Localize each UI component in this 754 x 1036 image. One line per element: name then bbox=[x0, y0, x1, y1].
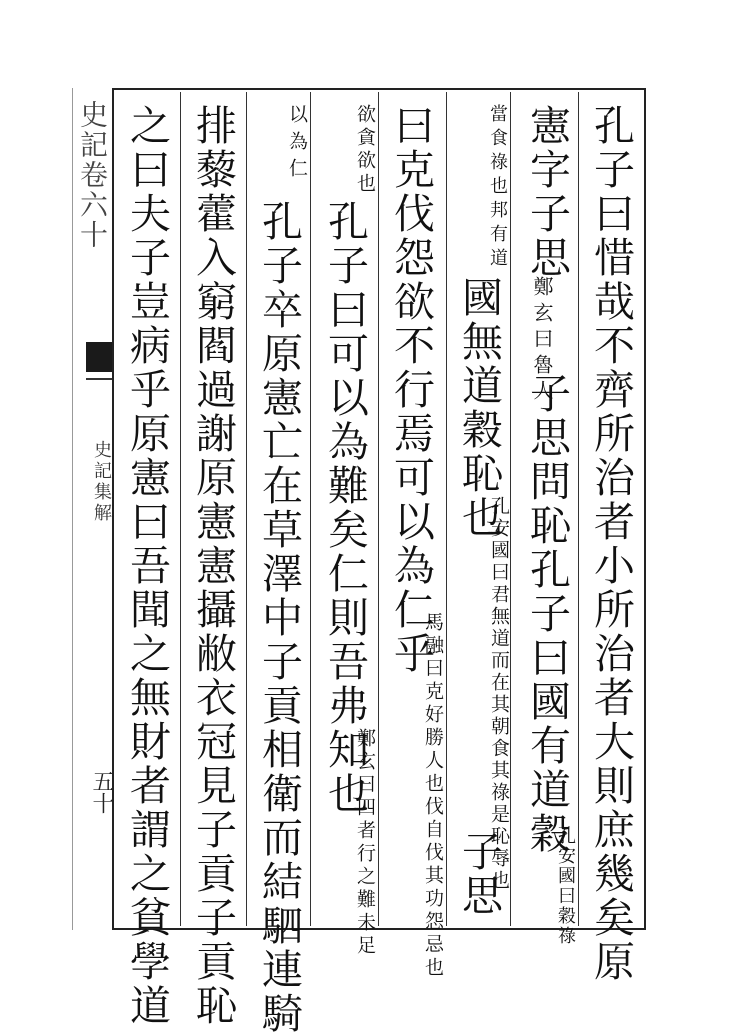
book-label: 史記集解 bbox=[91, 440, 112, 524]
text-column-5a: 孔子曰可以為難矣仁則吾弗知也 bbox=[321, 200, 369, 816]
column-rule bbox=[378, 92, 379, 926]
text-column-3b: 子思 bbox=[455, 830, 503, 918]
fishtail-mark bbox=[86, 342, 112, 372]
annotation-column-2a: 鄭玄曰魯人 bbox=[530, 276, 554, 406]
text-column-2b: 子思問恥孔子曰國有道穀 bbox=[523, 372, 571, 856]
text-column-1: 孔子曰惜哉不齊所治者小所治者大則庶幾矣原 bbox=[587, 104, 635, 984]
annotation-column-3a: 當食祿也邦有道 bbox=[487, 104, 508, 272]
fishtail-divider bbox=[86, 378, 112, 380]
annotation-column-2b: 孔安國曰穀祿 bbox=[555, 826, 576, 946]
annotation-column-6a: 以為仁 bbox=[286, 104, 308, 185]
text-column-4a: 曰克伐怨欲不行焉可以為仁乎 bbox=[387, 104, 435, 676]
annotation-column-4a: 馬融曰克好勝人也伐自伐其功怨忌也 bbox=[422, 612, 444, 980]
margin-title: 史記卷六十 bbox=[76, 100, 109, 250]
column-rule bbox=[310, 92, 311, 926]
column-rule bbox=[578, 92, 579, 926]
column-rule bbox=[180, 92, 181, 926]
annotation-column-5b: 鄭玄曰四者行之難未足 bbox=[354, 728, 376, 958]
text-column-7: 排藜藿入窮閻過謝原憲憲攝敝衣冠見子貢子貢恥 bbox=[189, 104, 237, 1028]
annotation-column-5a: 欲貪欲也 bbox=[354, 104, 376, 196]
text-column-8: 之曰夫子豈病乎原憲曰吾聞之無財者謂之貧學道 bbox=[123, 104, 171, 1028]
annotation-column-3b: 孔安國曰君無道而在其朝食其祿是恥辱也 bbox=[488, 496, 510, 892]
text-column-2a: 憲字子思 bbox=[523, 104, 571, 280]
column-rule bbox=[510, 92, 511, 926]
text-column-6a: 孔子卒原憲亡在草澤中子貢相衛而結駟連騎 bbox=[255, 200, 303, 1036]
column-rule bbox=[246, 92, 247, 926]
column-rule bbox=[446, 92, 447, 926]
text-column-3a: 國無道穀恥也 bbox=[455, 276, 503, 540]
page-number: 五十 bbox=[89, 770, 114, 814]
